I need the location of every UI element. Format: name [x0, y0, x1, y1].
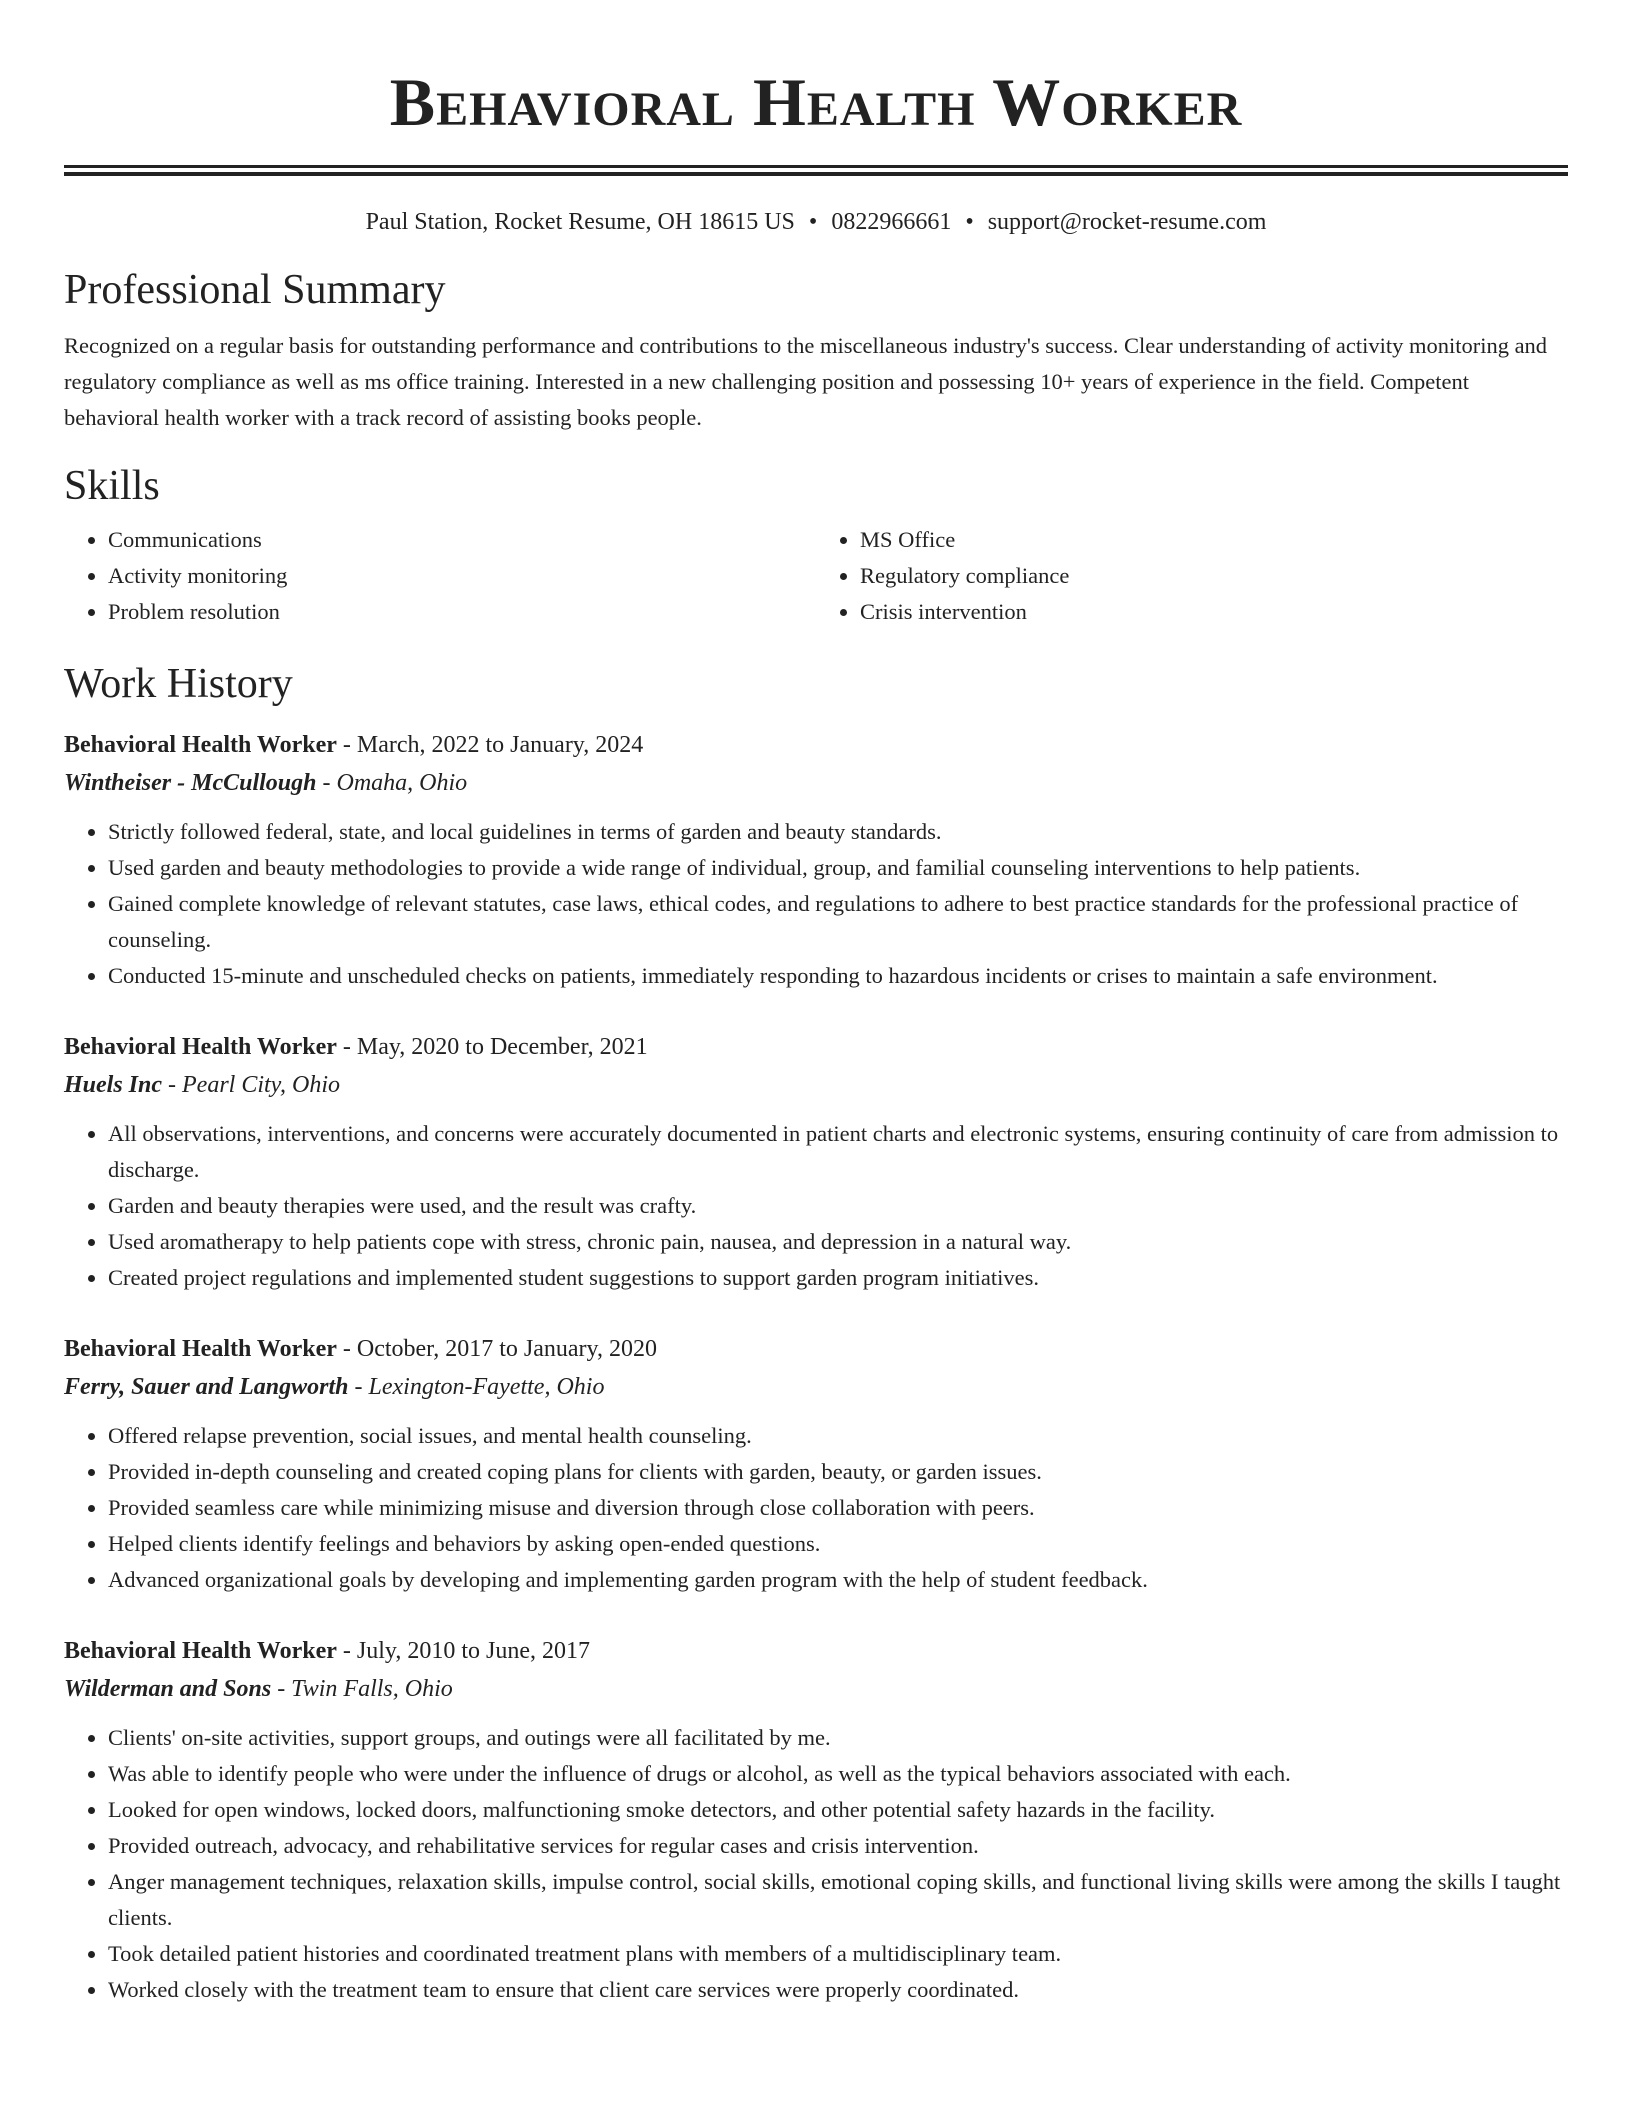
job-role: Behavioral Health Worker	[64, 1034, 337, 1060]
contact-email[interactable]: support@rocket-resume.com	[987, 209, 1267, 235]
job-role: Behavioral Health Worker	[64, 1336, 337, 1362]
job-role: Behavioral Health Worker	[64, 732, 337, 758]
job-bullet: • Used garden and beauty methodologies to provide a wide range of individual, group, and familial counseling interventions to help patients.	[108, 850, 1568, 886]
job-bullet: • Created project regulations and implemented student suggestions to support garden program initiatives.	[108, 1260, 1568, 1296]
job-bullets	[64, 1720, 1568, 2008]
job-company: Huels Inc	[64, 1072, 163, 1098]
job-bullet: • Took detailed patient histories and coordinated treatment plans with members of a multidisciplinary team.	[108, 1936, 1568, 1972]
job-bullet: • Used aromatherapy to help patients cope with stress, chronic pain, nausea, and depression in a natural way.	[108, 1224, 1568, 1260]
skill-item: • Activity monitoring	[108, 558, 816, 594]
job-bullet: • Gained complete knowledge of relevant statutes, case laws, ethical codes, and regulations to adhere to best practice standards for the professional practice of counseling.	[108, 886, 1568, 958]
header-divider	[64, 165, 1568, 168]
job-bullets	[64, 814, 1568, 994]
job-bullet: • Provided seamless care while minimizing misuse and diversion through close collaboration with peers.	[108, 1490, 1568, 1526]
summary-heading: Professional Summary	[64, 267, 446, 313]
skill-item: • MS Office	[860, 522, 1568, 558]
job-company-line	[64, 1368, 1568, 1406]
job-bullet: • Worked closely with the treatment team to ensure that client care services were properly coordinated.	[108, 1972, 1568, 2008]
job-role: Behavioral Health Worker	[64, 1638, 337, 1664]
contact-phone: 0822966661	[831, 209, 952, 235]
job-dates: - October, 2017 to January, 2020	[336, 1336, 657, 1362]
job-location: - Pearl City, Ohio	[162, 1072, 340, 1098]
job-bullet: • Conducted 15-minute and unscheduled checks on patients, immediately responding to hazardous incidents or crises to maintain a safe environment.	[108, 958, 1568, 994]
job-company-line	[64, 764, 1568, 802]
job-entry	[64, 726, 1568, 994]
skills-heading: Skills	[64, 463, 160, 509]
job-bullet: • Provided in-depth counseling and created coping plans for clients with garden, beauty, or garden issues.	[108, 1454, 1568, 1490]
skills-list-left	[64, 522, 816, 630]
job-company: Wilderman and Sons	[64, 1676, 272, 1702]
job-bullets	[64, 1418, 1568, 1598]
skill-item: • Problem resolution	[108, 594, 816, 630]
job-dates: - July, 2010 to June, 2017	[336, 1638, 590, 1664]
summary-text: Recognized on a regular basis for outstanding performance and contributions to the miscellaneous industry's success. Clear understanding of activity monitoring and regulatory compliance as well as ms office training. Interested in a new challenging position and possessing 10+ years of experience in the field. Competent behavioral health worker with a track record of assisting books people.	[64, 333, 1548, 430]
job-bullet: • All observations, interventions, and concerns were accurately documented in patient charts and electronic systems, ensuring continuity of care from admission to discharge.	[108, 1116, 1568, 1188]
job-entry	[64, 1330, 1568, 1598]
job-bullet: • Strictly followed federal, state, and local guidelines in terms of garden and beauty standards.	[108, 814, 1568, 850]
contact-address: Paul Station, Rocket Resume, OH 18615 US	[365, 209, 795, 235]
skills-columns	[64, 522, 1568, 630]
job-bullets	[64, 1116, 1568, 1296]
job-title-line	[64, 1330, 1568, 1368]
job-entry	[64, 1028, 1568, 1296]
job-bullet: • Garden and beauty therapies were used, and the result was crafty.	[108, 1188, 1568, 1224]
job-title-line	[64, 726, 1568, 764]
job-location: - Lexington-Fayette, Ohio	[348, 1374, 605, 1400]
job-company: Wintheiser - McCullough	[64, 770, 317, 796]
job-company-line	[64, 1670, 1568, 1708]
contact-line	[64, 206, 1568, 238]
job-dates: - March, 2022 to January, 2024	[336, 732, 644, 758]
job-location: - Omaha, Ohio	[316, 770, 468, 796]
job-bullet: • Advanced organizational goals by developing and implementing garden program with the help of student feedback.	[108, 1562, 1568, 1598]
skill-item: • Communications	[108, 522, 816, 558]
job-dates: - May, 2020 to December, 2021	[336, 1034, 648, 1060]
job-location: - Twin Falls, Ohio	[271, 1676, 453, 1702]
work-history-heading: Work History	[64, 661, 293, 707]
skill-item: • Regulatory compliance	[860, 558, 1568, 594]
job-company: Ferry, Sauer and Langworth	[64, 1374, 349, 1400]
contact-separator: •	[808, 209, 818, 235]
job-bullet: • Helped clients identify feelings and behaviors by asking open-ended questions.	[108, 1526, 1568, 1562]
job-bullet: • Was able to identify people who were under the influence of drugs or alcohol, as well as the typical behaviors associated with each.	[108, 1756, 1568, 1792]
skills-list-right	[816, 522, 1568, 630]
job-title-line	[64, 1632, 1568, 1670]
job-company-line	[64, 1066, 1568, 1104]
job-bullet: • Provided outreach, advocacy, and rehabilitative services for regular cases and crisis intervention.	[108, 1828, 1568, 1864]
job-title-line	[64, 1028, 1568, 1066]
contact-separator: •	[965, 209, 974, 235]
skill-item: • Crisis intervention	[860, 594, 1568, 630]
job-bullet: • Anger management techniques, relaxation skills, impulse control, social skills, emotional coping skills, and functional living skills were among the skills I taught clients.	[108, 1864, 1568, 1936]
job-entry	[64, 1632, 1568, 2008]
job-bullet: • Looked for open windows, locked doors, malfunctioning smoke detectors, and other potential safety hazards in the facility.	[108, 1792, 1568, 1828]
job-bullet: • Offered relapse prevention, social issues, and mental health counseling.	[108, 1418, 1568, 1454]
job-bullet: • Clients' on-site activities, support groups, and outings were all facilitated by me.	[108, 1720, 1568, 1756]
resume-name: Behavioral Health Worker	[389, 64, 1243, 140]
